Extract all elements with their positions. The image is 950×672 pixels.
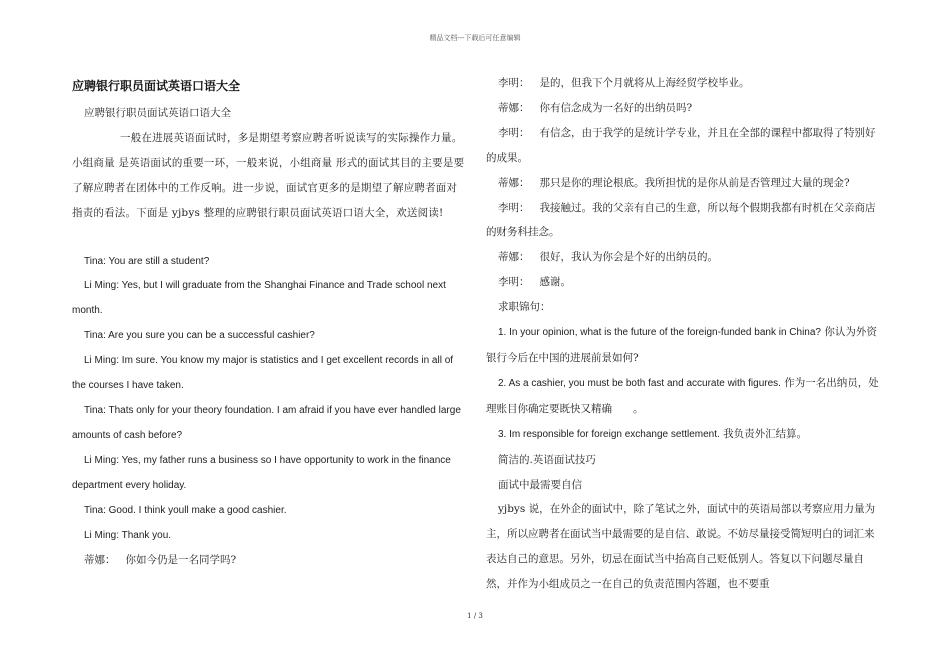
dialogue-line-cn (486, 96, 881, 121)
dialogue-line-cn (486, 270, 881, 295)
phrases-heading: 求职锦句： (498, 301, 551, 314)
speaker-label: 李明： (498, 126, 530, 139)
speaker-label: 李明： (498, 276, 530, 289)
phrase-cn: 我负责外汇结算。 (723, 427, 808, 440)
dialogue-text: 你有信念成为一名好的出纳员吗? (539, 101, 693, 114)
phrase-item (486, 422, 881, 448)
dialogue-text: 你如今仍是一名同学吗? (125, 554, 237, 567)
speaker-label: 蒂娜： (498, 176, 530, 189)
dialogue-line-en: Li Ming: Yes, my father runs a business so I have opportunity to work in the finance department every holiday. (72, 454, 451, 491)
right-column (486, 71, 881, 597)
dialogue-text: 我接触过。我的父亲有自己的生意，所以每个假期我都有时机在父亲商店的财务科挂念。 (486, 201, 876, 239)
paragraph-gap (72, 226, 465, 250)
left-column (72, 76, 465, 573)
dialogue-line-en: Tina: Good. I think youll make a good cashier. (84, 504, 287, 516)
dialogue-line-cn (486, 121, 881, 171)
intro-paragraph: 一般在进展英语面试时，多是期望考察应聘者听说读写的实际操作力量。小组商量 是英语面试的重要一环，一般来说，小组商量 形式的面试其目的主要是要了解应聘者在团体中的工作反响。进一步说，面试官更多的是期望了解应聘者面对指责的看法。下面是 yjbys 整理的应聘银行职员面试英语口语大全，欢送阅读! (72, 131, 465, 219)
dialogue-line-en: Li Ming: Yes, but I will graduate from the Shanghai Finance and Trade school next month. (72, 280, 446, 317)
speaker-label: 蒂娜： (498, 251, 530, 264)
document-subtitle: 应聘银行职员面试英语口语大全 (84, 107, 231, 119)
dialogue-line-en: Li Ming: Thank you. (84, 529, 172, 541)
page-number: 1 / 3 (467, 612, 483, 620)
dialogue-line-en: Tina: Thats only for your theory foundation. I am afraid if you have ever handled large amounts of cash before? (72, 404, 461, 441)
speaker-label: 李明： (498, 201, 530, 214)
tips-heading: 简洁的.英语面试技巧 (498, 453, 596, 466)
dialogue-text: 有信念，由于我学的是统计学专业，并且在全部的课程中都取得了特别好的成果。 (486, 126, 876, 164)
dialogue-line-cn (486, 196, 881, 246)
document-title: 应聘银行职员面试英语口语大全 (72, 79, 241, 93)
dialogue-line-en: Tina: Are you sure you can be a successful cashier? (84, 330, 315, 342)
dialogue-text: 很好，我认为你会是个好的出纳员的。 (539, 251, 718, 264)
dialogue-line-cn (486, 71, 881, 96)
tips-subheading: 面试中最需要自信 (498, 478, 582, 491)
tips-paragraph: yjbys 说，在外企的面试中，除了笔试之外，面试中的英语局部以考察应用力量为主，所以应聘者在面试当中最需要的是自信、敢说。不妨尽量接受简短明白的词汇来表达自己的意思。另外，切忌在面试当中抬高自己贬低别人。答复以下问题尽量自然，并作为小组成员之一在自己的负责范围内答题，也不要重 (486, 503, 876, 591)
dialogue-line-cn (486, 171, 881, 196)
dialogue-text: 是的，但我下个月就将从上海经贸学校毕业。 (539, 77, 750, 89)
phrase-en: 1. In your opinion, what is the future of the foreign-funded bank in China? (498, 327, 821, 339)
dialogue-line-en: Tina: You are still a student? (84, 255, 210, 267)
phrase-cn: 你认为外资银行今后在中国的进展前景如何? (486, 326, 877, 364)
phrase-item (486, 320, 881, 371)
dialogue-text: 感谢。 (539, 276, 571, 289)
phrase-en: 2. As a cashier, you must be both fast and accurate with figures. (498, 377, 781, 389)
header-note: 精品文档---下载后可任意编辑 (429, 34, 521, 42)
speaker-label: 蒂娜： (84, 554, 116, 567)
phrase-en: 3. Im responsible for foreign exchange settlement. (498, 428, 720, 440)
phrase-item (486, 371, 881, 422)
speaker-label: 李明： (498, 77, 530, 89)
dialogue-text: 那只是你的理论根底。我所担忧的是你从前是否管理过大量的现金? (539, 176, 850, 189)
dialogue-line-en: Li Ming: Im sure. You know my major is statistics and I get excellent records in all of the courses I have taken. (72, 355, 454, 392)
phrase-cn: 作为一名出纳员，处理账目你确定要既快又精确 。 (486, 376, 879, 415)
dialogue-line-cn (486, 245, 881, 270)
dialogue-line-cn (72, 548, 465, 573)
speaker-label: 蒂娜： (498, 101, 530, 114)
